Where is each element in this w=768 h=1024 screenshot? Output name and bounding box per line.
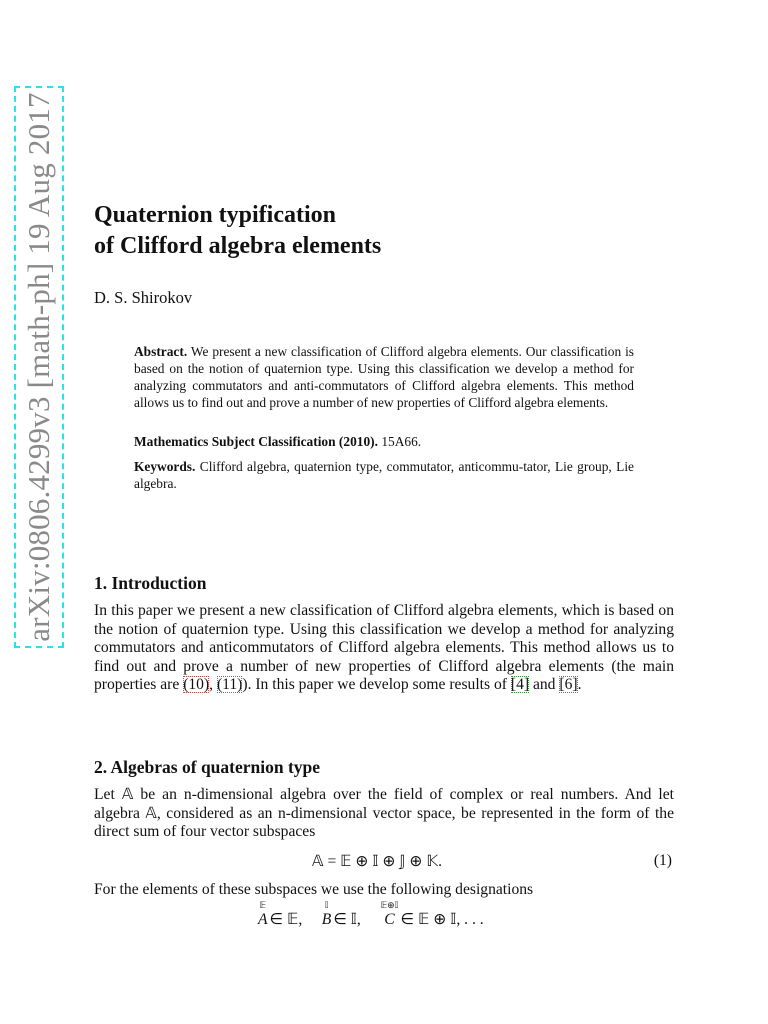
section-2-title: 2. Algebras of quaternion type: [94, 757, 321, 777]
equation-ref-11[interactable]: (11): [216, 676, 243, 694]
equation-ref-10[interactable]: (10): [183, 676, 210, 694]
section-2-paragraph-2: For the elements of these subspaces we use the following designations: [94, 881, 534, 898]
arxiv-stamp: [14, 86, 64, 648]
keywords: [134, 458, 634, 492]
arxiv-identifier: arXiv:0806.4299v3 [math-ph] 19 Aug 2017: [21, 92, 56, 642]
title-line-1: Quaternion typification: [94, 202, 337, 228]
variable-b: B: [321, 911, 332, 928]
title-line-2: of Clifford algebra elements: [94, 233, 382, 259]
intro-text-end: .: [577, 676, 582, 694]
paper-title: [94, 200, 381, 262]
superscript-i: 𝕀: [324, 900, 329, 910]
section-1-title: 1. Introduction: [94, 573, 207, 593]
equation-number-1: (1): [653, 852, 672, 869]
msc-classification: [134, 433, 634, 450]
section-1-paragraph: [94, 602, 674, 695]
keywords-label: Keywords.: [134, 459, 196, 474]
section-2-paragraph-1: Let 𝔸 be an n-dimensional algebra over the field of complex or real numbers. And let algebra 𝔸, considered as an n-dimensional vector space, be represented in the form of the direct sum of four vector subspaces: [94, 786, 674, 841]
msc-label: Mathematics Subject Classification (2010).: [134, 434, 378, 449]
intro-text-before: In this paper we present a new classification of Clifford algebra elements, which is based on the notion of quaternion type. Using this classification we develop a method for analyzing commutators and anticommutators of Clifford algebra elements. This method allows us to find out and prove a number of new properties of Clifford algebra elements (the main properties are: [94, 602, 674, 694]
membership-c: ∈ 𝔼 ⊕ 𝕀, . . .: [400, 911, 484, 928]
abstract: [134, 343, 634, 411]
designation-formula: [258, 900, 484, 940]
superscript-e-plus-i: 𝔼⊕𝕀: [380, 900, 399, 910]
membership-a: ∈ 𝔼,: [269, 911, 303, 928]
equation-1: 𝔸 = 𝔼 ⊕ 𝕀 ⊕ 𝕁 ⊕ 𝕂.: [312, 853, 442, 870]
abstract-label: Abstract.: [134, 344, 188, 359]
keywords-value: Clifford algebra, quaternion type, commutator, anticommu-tator, Lie group, Lie algebra.: [134, 459, 634, 491]
ref-separator: and: [529, 676, 560, 694]
citation-ref-6[interactable]: [6]: [559, 676, 578, 694]
superscript-e: 𝔼: [259, 900, 267, 910]
variable-a: A: [258, 911, 268, 928]
intro-text-mid: ). In this paper we develop some results of: [242, 676, 511, 694]
abstract-text: We present a new classification of Clifford algebra elements. Our classification is based on the notion of quaternion type. Using this classification we develop a method for analyzing commutators and anti-commutators of Clifford algebra elements. This method allows us to find out and prove a number of new properties of Clifford algebra elements.: [134, 344, 635, 410]
designation-c: [380, 900, 399, 929]
author: D. S. Shirokov: [94, 288, 193, 307]
membership-b: ∈ 𝕀,: [333, 911, 361, 928]
designation-b: [321, 900, 332, 929]
citation-ref-4[interactable]: [4]: [510, 676, 530, 694]
ref-separator: ,: [209, 676, 217, 694]
designation-a: [258, 900, 268, 929]
msc-value: 15A66.: [381, 434, 422, 449]
variable-c: C: [384, 911, 395, 928]
